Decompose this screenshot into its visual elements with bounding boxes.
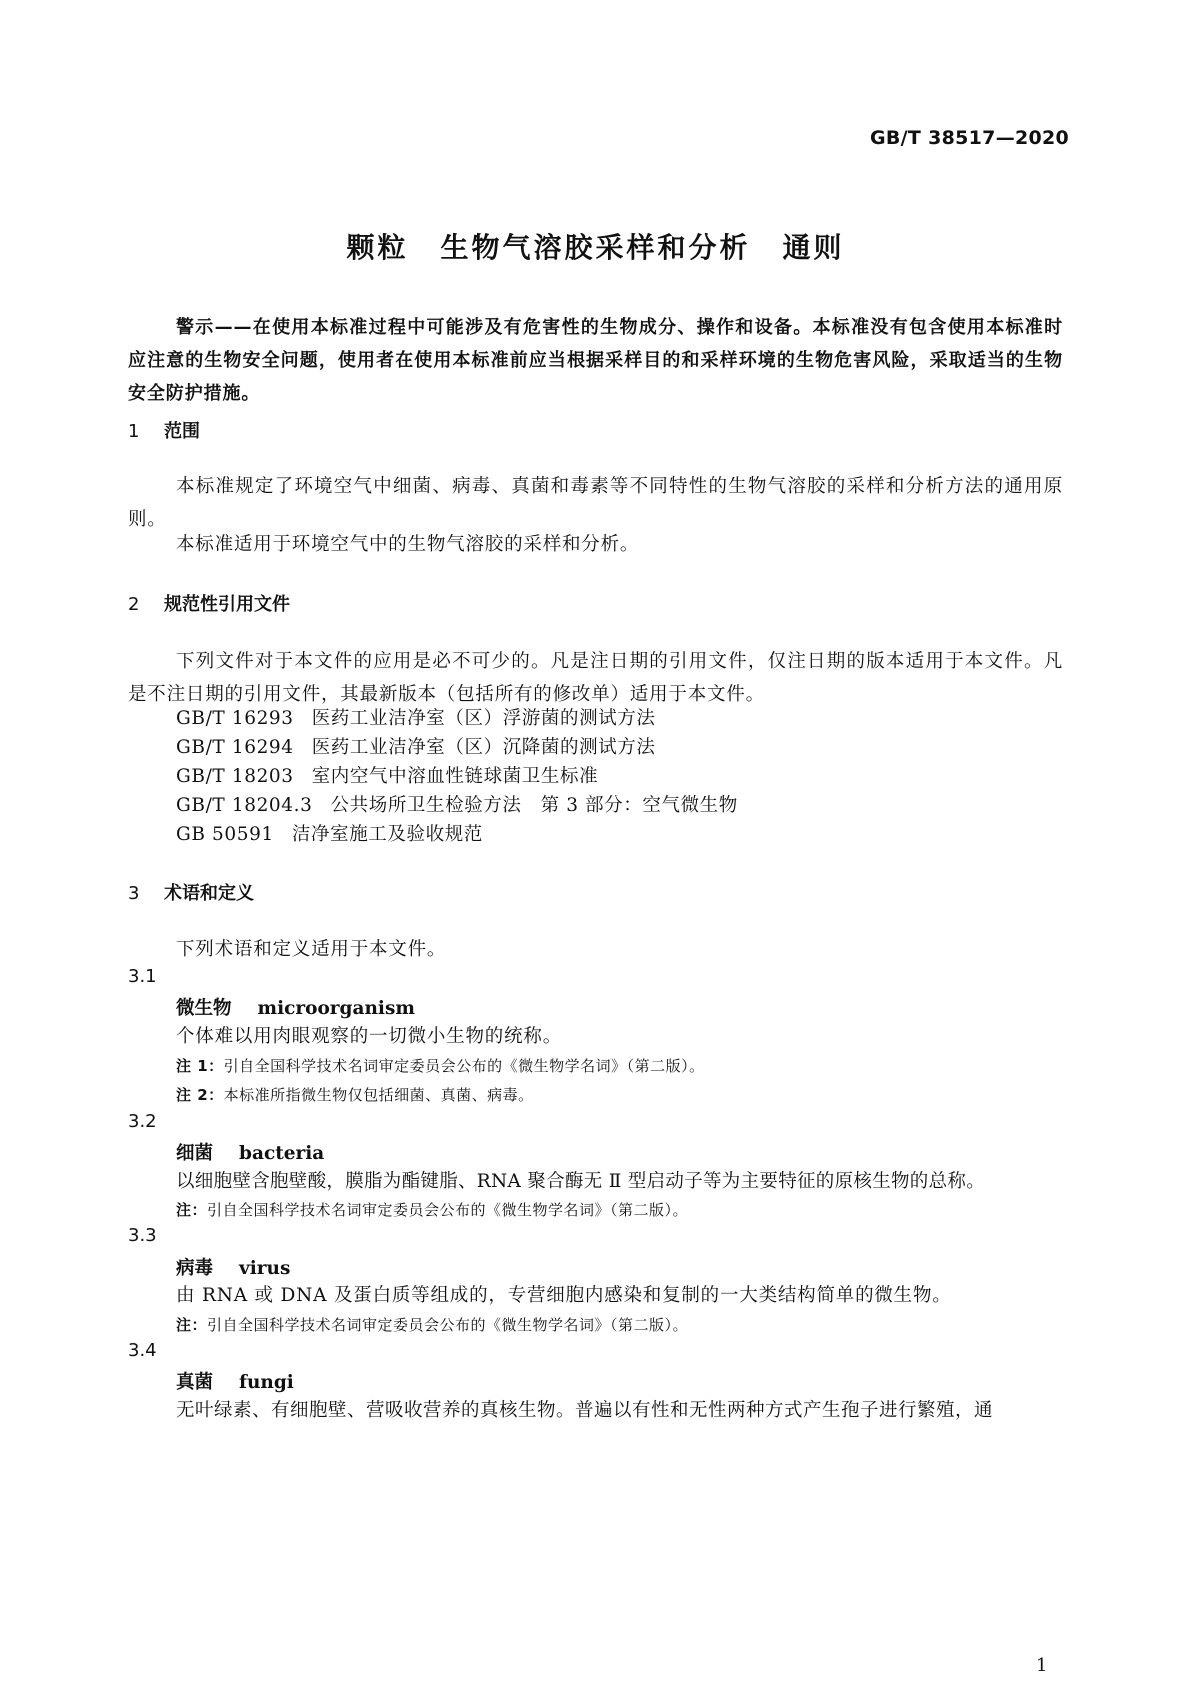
reference-code: GB/T 18203	[176, 766, 294, 787]
reference-item	[176, 733, 656, 759]
term-note	[176, 1084, 534, 1105]
note-label: 注：	[176, 1201, 208, 1219]
section-number: 1	[128, 421, 140, 442]
warning-paragraph: 警示——在使用本标准过程中可能涉及有危害性的生物成分、操作和设备。本标准没有包含使用本标准时应注意的生物安全问题，使用者在使用本标准前应当根据采样目的和采样环境的生物危害风险，采取适当的生物安全防护措施。	[128, 317, 1063, 404]
page-number: 1	[1036, 1655, 1048, 1676]
scope-paragraph-1: 本标准规定了环境空气中细菌、病毒、真菌和毒素等不同特性的生物气溶胶的采样和分析方法的通用原则。	[128, 476, 1063, 530]
term-english: virus	[239, 1258, 291, 1279]
note-text: 引自全国科学技术名词审定委员会公布的《微生物学名词》（第二版）。	[207, 1316, 689, 1334]
term-number: 3.1	[128, 966, 157, 987]
term-title	[176, 1254, 290, 1280]
reference-item	[176, 791, 738, 817]
term-chinese: 真菌	[176, 1372, 214, 1393]
section-number: 2	[128, 594, 140, 615]
term-note	[176, 1055, 705, 1076]
title-part-3: 通则	[782, 231, 845, 264]
references-intro: 下列文件对于本文件的应用是必不可少的。凡是注日期的引用文件，仅注日期的版本适用于本文件。凡是不注日期的引用文件，其最新版本（包括所有的修改单）适用于本文件。	[128, 651, 1063, 705]
section-2-heading	[128, 590, 290, 616]
term-title	[176, 1139, 324, 1165]
term-title	[176, 994, 415, 1020]
reference-code: GB/T 16293	[176, 708, 294, 729]
section-title: 规范性引用文件	[164, 594, 290, 615]
terms-intro: 下列术语和定义适用于本文件。	[176, 939, 447, 960]
title-part-1: 颗粒	[346, 231, 409, 264]
section-3-heading	[128, 879, 254, 905]
reference-title: 医药工业洁净室（区）浮游菌的测试方法	[311, 708, 656, 729]
term-english: microorganism	[257, 998, 415, 1019]
note-text: 本标准所指微生物仅包括细菌、真菌、病毒。	[223, 1086, 534, 1104]
term-definition: 无叶绿素、有细胞壁、营吸收营养的真核生物。普遍以有性和无性两种方式产生孢子进行繁殖，通	[176, 1400, 994, 1421]
note-text: 引自全国科学技术名词审定委员会公布的《微生物学名词》（第二版）。	[223, 1057, 705, 1075]
term-definition: 个体难以用肉眼观察的一切微小生物的统称。	[176, 1026, 563, 1047]
reference-title: 公共场所卫生检验方法 第 3 部分：空气微生物	[330, 795, 738, 816]
term-number: 3.4	[128, 1340, 157, 1361]
term-number: 3.2	[128, 1111, 157, 1132]
note-label: 注 1：	[176, 1057, 224, 1075]
reference-code: GB/T 16294	[176, 737, 294, 758]
term-chinese: 病毒	[176, 1258, 214, 1279]
term-chinese: 微生物	[176, 998, 232, 1019]
term-note	[176, 1314, 688, 1335]
standard-number: GB/T 38517—2020	[870, 127, 1070, 149]
term-definition: 以细胞壁含胞壁酸，膜脂为酯键脂、RNA 聚合酶无 Ⅱ 型启动子等为主要特征的原核生物的总称。	[176, 1171, 985, 1192]
section-number: 3	[128, 883, 140, 904]
term-note	[176, 1199, 688, 1220]
note-label: 注：	[176, 1316, 208, 1334]
reference-item	[176, 820, 483, 846]
document-title	[0, 226, 1191, 266]
term-title	[176, 1368, 294, 1394]
reference-title: 室内空气中溶血性链球菌卫生标准	[311, 766, 599, 787]
note-label: 注 2：	[176, 1086, 224, 1104]
reference-item	[176, 704, 656, 730]
reference-title: 洁净室施工及验收规范	[291, 824, 483, 845]
note-text: 引自全国科学技术名词审定委员会公布的《微生物学名词》（第二版）。	[207, 1201, 689, 1219]
reference-code: GB 50591	[176, 824, 274, 845]
term-english: fungi	[239, 1372, 294, 1393]
term-definition: 由 RNA 或 DNA 及蛋白质等组成的，专营细胞内感染和复制的一大类结构简单的微生物。	[176, 1285, 952, 1306]
reference-title: 医药工业洁净室（区）沉降菌的测试方法	[311, 737, 656, 758]
reference-code: GB/T 18204.3	[176, 795, 313, 816]
term-chinese: 细菌	[176, 1143, 214, 1164]
section-title: 范围	[164, 421, 200, 442]
section-1-heading	[128, 417, 200, 443]
title-part-2: 生物气溶胶采样和分析	[440, 231, 751, 264]
term-english: bacteria	[239, 1143, 325, 1164]
reference-item	[176, 762, 598, 788]
scope-paragraph-2: 本标准适用于环境空气中的生物气溶胶的采样和分析。	[176, 534, 640, 555]
term-number: 3.3	[128, 1225, 157, 1246]
section-title: 术语和定义	[164, 883, 254, 904]
